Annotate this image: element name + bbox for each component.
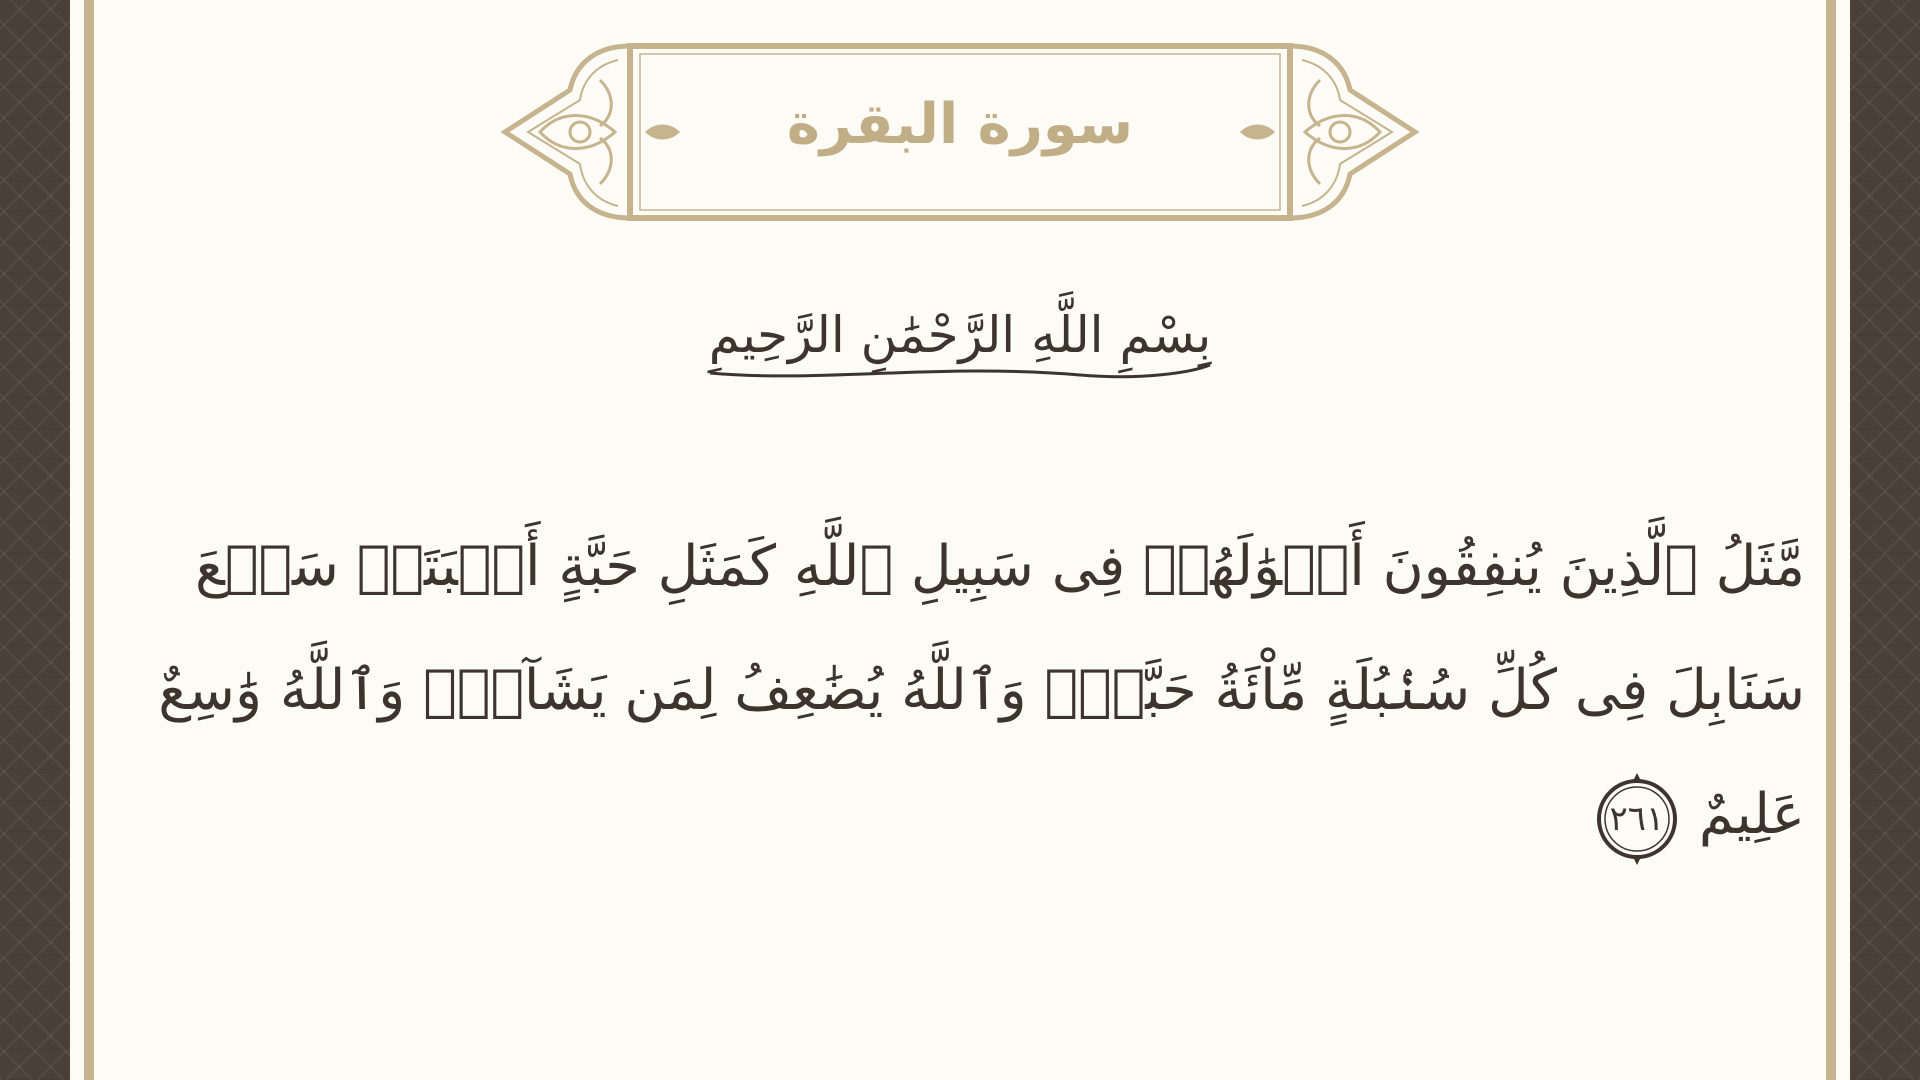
right-gold-rule xyxy=(1826,0,1836,1080)
left-ornamental-border xyxy=(0,0,70,1080)
verse-line-1: مَّثَلُ ٱلَّذِينَ يُنفِقُونَ أَمۡوَٰلَهُمۡ فِى سَبِيلِ ٱللَّهِ كَمَثَلِ حَبَّةٍ أَنۢبَتَتۡ سَبۡعَ xyxy=(195,534,1805,599)
surah-title-frame xyxy=(500,40,1420,225)
basmala: بِسْمِ اللَّهِ الرَّحْمَٰنِ الرَّحِيمِ xyxy=(708,306,1212,364)
verse-text xyxy=(160,505,1805,877)
verse-line-2: سَنَابِلَ فِى كُلِّ سُنۢبُلَةٍ مِّاْئَةُ حَبَّةٍۗ وَٱللَّهُ يُضَٰعِفُ لِمَن يَشَآءُۗ وَٱللَّهُ وَٰسِعٌ xyxy=(158,658,1805,723)
verse-line-3 xyxy=(160,753,1805,877)
surah-title: سورة البقرة xyxy=(786,92,1134,157)
ayah-number: ٢٦١ xyxy=(1609,798,1665,839)
verse-line-3-text: عَلِيمٌ xyxy=(1698,782,1805,847)
basmala-flourish xyxy=(700,355,1220,385)
ayah-end-marker xyxy=(1589,771,1685,867)
right-ornamental-border xyxy=(1850,0,1920,1080)
left-gold-rule xyxy=(84,0,94,1080)
